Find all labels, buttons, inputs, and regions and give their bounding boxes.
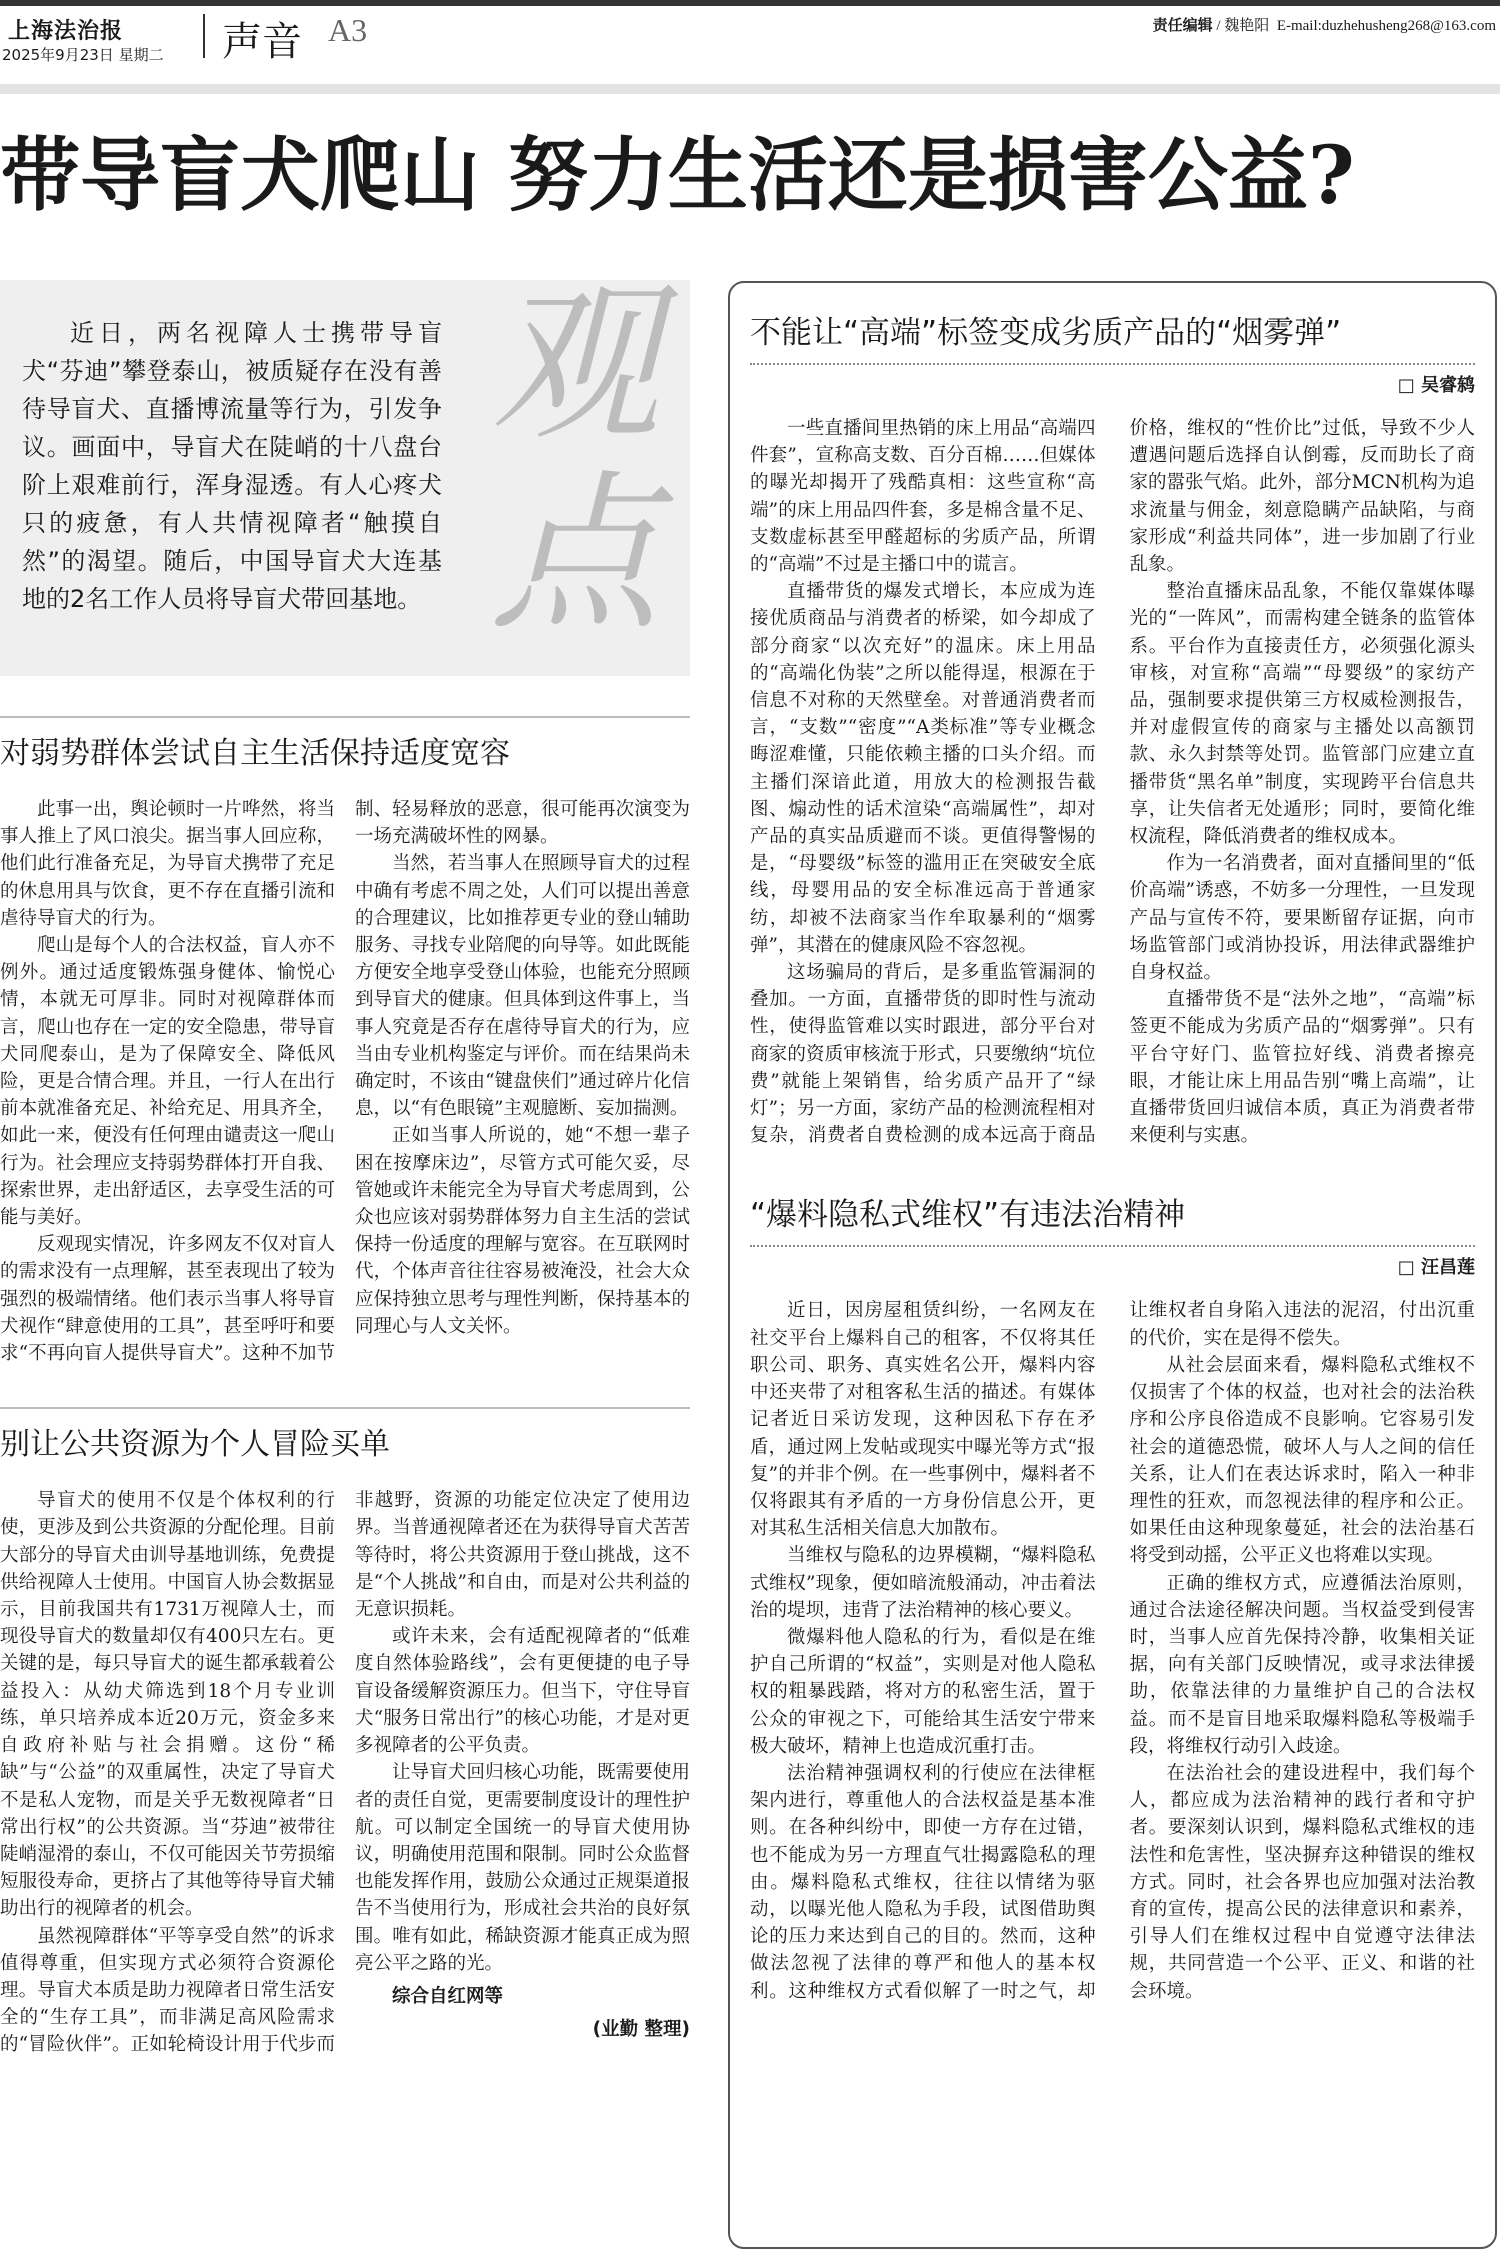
paragraph: 法治精神强调权利的行使应在法律框架内进行，尊重他人的合法权益是基本准则。在各种纠纷中，即使一方存在过错，也不能成为另一方理直气壮揭露隐私的理由。爆料隐私式维权，往往以情绪为驱动，以曝光他人隐私为手段，试图借助舆论的压力来达到自己的目的。然而，这种做法忽视了法律的尊严和他人的基本权利。这种维权方式看似解了一时之气，却让维权者自身陷入违法的泥沼，付出沉重的代价，实在是得不偿失。 <box>750 1300 1475 2002</box>
page-number: A3 <box>328 12 368 48</box>
issue-date: 2025年9月23日 星期二 <box>2 46 164 64</box>
editor-info <box>1153 14 1496 35</box>
editor-label: 责任编辑 <box>1152 16 1213 34</box>
article-title: 对弱势群体尝试自主生活保持适度宽容 <box>0 736 510 771</box>
editor-email: E-mail:duzhehusheng268@163.com <box>1276 18 1496 34</box>
section-name: 声音 <box>222 19 302 65</box>
article-source: 综合自红网等 <box>392 1985 504 2007</box>
paragraph: 这场骗局的背后，是多重监管漏洞的叠加。一方面，直播带货的即时性与流动性，使得监管难以实时跟进，部分平台对商家的资质审核流于形式，只要缴纳“坑位费”就能上架销售，给劣质产品开了“绿灯”；另一方面，家纺产品的检测流程相对复杂，消费者自费检测的成本远高于商品价格，维权的“性价比”过低，导致不少人遭遇问题后选择自认倒霉，反而助长了商家的嚣张气焰。此外，部分MCN机构为追求流量与佣金，刻意隐瞒产品缺陷，与商家形成“利益共同体”，进一步加剧了行业乱象。 <box>750 418 1475 1147</box>
masthead-divider <box>203 14 205 58</box>
intro-text: 近日，两名视障人士携带导盲犬“芬迪”攀登泰山，被质疑存在没有善待导盲犬、直播博流量等行为，引发争议。画面中，导盲犬在陡峭的十八盘台阶上艰难前行，浑身湿透。有人心疼犬只的疲惫，有人共情视障者“触摸自然”的渴望。随后，中国导盲犬大连基地的2名工作人员将导盲犬带回基地。 <box>22 319 442 613</box>
paragraph: 在法治社会的建设进程中，我们每个人，都应成为法治精神的践行者和守护者。要深刻认识到，爆料隐私式维权的违法性和危害性，坚决摒弃这种错误的维权方式。同时，社会各界也应加强对法治教育的宣传，提高公民的法律意识和素养，引导人们在维权过程中自觉遵守法律法规，共同营造一个公平、正义、和谐的社会环境。 <box>1129 1762 1475 2002</box>
paragraph: 从社会层面来看，爆料隐私式维权不仅损害了个体的权益，也对社会的法治秩序和公序良俗造成不良影响。它容易引发社会的道德恐慌，破坏人与人之间的信任关系，让人们在表达诉求时，陷入一种非理性的狂欢，而忽视法律的程序和公正。如果任由这种现象蔓延，社会的法治基石将受到动摇，公平正义也将难以实现。 <box>1129 1354 1475 1567</box>
article-title: 不能让“高端”标签变成劣质产品的“烟雾弹” <box>750 315 1342 351</box>
paragraph: 作为一名消费者，面对直播间里的“低价高端”诱惑，不妨多一分理性，一旦发现产品与宣传不符，要果断留存证据，向市场监管部门或消协投诉，用法律武器维护自身权益。 <box>1129 853 1475 984</box>
paragraph: 让导盲犬回归核心功能，既需要使用者的责任自觉，更需要制度设计的理性护航。可以制定全国统一的导盲犬使用协议，明确使用范围和限制。同时公众监督也能发挥作用，鼓励公众通过正规渠道报告不当使用行为，形成社会共治的良好氛围。唯有如此，稀缺资源才能真正成为照亮公平之路的光。 <box>355 1762 690 1974</box>
article-body <box>750 415 1475 1149</box>
article-compiler: (业勤 整理) <box>592 2019 690 2041</box>
left-column <box>0 716 690 2059</box>
paragraph: 一些直播间里热销的床上用品“高端四件套”，宣称高支数、百分百棉……但媒体的曝光却揭开了残酷真相：这些宣称“高端”的床上用品四件套，多是棉含量不足、支数虚标甚至甲醛超标的劣质产品，所谓的“高端”不过是主播口中的谎言。 <box>750 418 1096 576</box>
paragraph: 爬山是每个人的合法权益，盲人亦不例外。通过适度锻炼强身健体、愉悦心情，本就无可厚非。同时对视障群体而言，爬山也存在一定的安全隐患，带导盲犬同爬泰山，是为了保障安全、降低风险，更是合情合理。并且，一行人在出行前本就准备充足、补给充足、用具齐全，如此一来，便没有任何理由谴责这一爬山行为。社会理应支持弱势群体打开自我、探索世界，走出舒适区，去享受生活的可能与美好。 <box>0 935 335 1229</box>
paragraph: 整治直播床品乱象，不能仅靠媒体曝光的“一阵风”，而需构建全链条的监管体系。平台作为直接责任方，必须强化源头审核，对宣称“高端”“母婴级”的家纺产品，强制要求提供第三方权威检测报告，并对虚假宣传的商家与主播处以高额罚款、永久封禁等处罚。监管部门应建立直播带货“黑名单”制度，实现跨平台信息共享，让失信者无处遁形；同时，要简化维权流程，降低消费者的维权成本。 <box>1129 581 1475 848</box>
article-body <box>750 1297 1475 2004</box>
paragraph: 当维权与隐私的边界模糊，“爆料隐私式维权”现象，便如暗流般涌动，冲击着法治的堤坝，违背了法治精神的核心要义。 <box>750 1545 1096 1621</box>
top-rule <box>0 0 1500 6</box>
article-body <box>0 796 690 1367</box>
divider <box>0 716 690 718</box>
column-label-calligraphy: 观点 <box>489 266 660 654</box>
intro-box <box>0 266 690 676</box>
newspaper-logo: 上海法治报 <box>8 18 124 44</box>
article-author: □ 汪昌莲 <box>1397 1257 1475 1279</box>
paragraph: 反观现实情况，许多网友不仅对盲人的需求没有一点理解，甚至表现出了较为强烈的极端情绪。他们表示当事人将导盲犬视作“肆意使用的工具”，甚至呼吁和要求“不再向盲人提供导盲犬”。这种不加节制、轻易释放的恶意，很可能再次演变为一场充满破坏性的网暴。 <box>0 799 690 1365</box>
paragraph: 虽然视障群体“平等享受自然”的诉求值得尊重，但实现方式必须符合资源伦理。导盲犬本质是助力视障者日常生活安全的“生存工具”，而非满足高风险需求的“冒险伙伴”。正如轮椅设计用于代步而非越野，资源的功能定位决定了使用边界。当普通视障者还在为获得导盲犬苦苦等待时，将公共资源用于登山挑战，这不是“个人挑战”和自由，而是对公共利益的无意识损耗。 <box>0 1490 690 2056</box>
commentary-box <box>728 281 1497 2249</box>
article-body <box>0 1487 690 2058</box>
paragraph: 正如当事人所说的，她“不想一辈子困在按摩床边”，尽管方式可能欠妥，尽管她或许未能完全为导盲犬考虑周到，公众也应该对弱势群体努力自主生活的尝试保持一份适度的理解与宽容。在互联网时代，个体声音往往容易被淹没，社会大众应保持独立思考与理性判断，保持基本的同理心与人文关怀。 <box>355 1125 690 1337</box>
paragraph: 或许未来，会有适配视障者的“低难度自然体验路线”，会有更便捷的电子导盲设备缓解资源压力。但当下，守住导盲犬“服务日常出行”的核心功能，才是对更多视障者的公平负责。 <box>355 1626 690 1757</box>
paragraph: 微爆料他人隐私的行为，看似是在维护自己所谓的“权益”，实则是对他人隐私权的粗暴践踏，将对方的私密生活，置于公众的审视之下，可能给其生活安宁带来极大破坏，精神上也造成沉重打击。 <box>750 1626 1096 1757</box>
article-title: 别让公共资源为个人冒险买单 <box>0 1427 390 1463</box>
paragraph: 正确的维权方式，应遵循法治原则，通过合法途径解决问题。当权益受到侵害时，当事人应首先保持冷静，收集相关证据，向有关部门反映情况，或寻求法律援助，依靠法律的力量维护自己的合法权益。而不是盲目地采取爆料隐私等极端手段，将维权行动引入歧途。 <box>1129 1572 1475 1757</box>
paragraph: 导盲犬的使用不仅是个体权利的行使，更涉及到公共资源的分配伦理。目前大部分的导盲犬由训导基地训练，免费提供给视障人士使用。中国盲人协会数据显示，目前我国共有1731万视障人士，而现役导盲犬的数量却仅有400只左右。更关键的是，每只导盲犬的诞生都承载着公益投入：从幼犬筛选到18个月专业训练，单只培养成本近20万元，资金多来自政府补贴与社会捐赠。这份“稀缺”与“公益”的双重属性，决定了导盲犬不是私人宠物，而是关乎无数视障者“日常出行权”的公共资源。当“芬迪”被带往陡峭湿滑的泰山，不仅可能因关节劳损缩短服役寿命，更挤占了其他等待导盲犬辅助出行的视障者的机会。 <box>0 1490 335 1920</box>
editor-name: / 魏艳阳 <box>1212 18 1270 34</box>
paragraph: 近日，因房屋租赁纠纷，一名网友在社交平台上爆料自己的租客，不仅将其任职公司、职务、真实姓名公开，爆料内容中还夹带了对租客私生活的描述。有媒体记者近日采访发现，这种因私下存在矛盾，通过网上发帖或现实中曝光等方式“报复”的并非个例。在一些事例中，爆料者不仅将跟其有矛盾的一方身份信息公开，更对其私生活相关信息大加散布。 <box>750 1300 1096 1540</box>
paragraph: 直播带货不是“法外之地”，“高端”标签更不能成为劣质产品的“烟雾弹”。只有平台守好门、监管拉好线、消费者擦亮眼，才能让床上用品告别“嘴上高端”，让直播带货回归诚信本质，真正为消费者带来便利与实惠。 <box>1129 989 1475 1147</box>
article-author: □ 吴睿鸫 <box>1397 375 1475 396</box>
paragraph: 直播带货的爆发式增长，本应成为连接优质商品与消费者的桥梁，如今却成了部分商家“以次充好”的温床。床上用品的“高端化伪装”之所以能得逞，根源在于信息不对称的天然壁垒。对普通消费者而言，“支数”“密度”“A类标准”等专业概念晦涩难懂，只能依赖主播的口头介绍。而主播们深谙此道，用放大的检测报告截图、煽动性的话术渲染“高端属性”，却对产品的真实品质避而不谈。更值得警惕的是，“母婴级”标签的滥用正在突破安全底线，母婴用品的安全标准远高于普通家纺，却被不法商家当作牟取暴利的“烟雾弹”，其潜在的健康风险不容忽视。 <box>750 581 1096 956</box>
byline-row <box>750 1245 1475 1279</box>
article-title: “爆料隐私式维权”有违法治精神 <box>750 1197 1186 1234</box>
page-headline: 带导盲犬爬山 努力生活还是损害公益? <box>0 128 1355 222</box>
byline-row <box>750 363 1475 397</box>
paragraph: 当然，若当事人在照顾导盲犬的过程中确有考虑不周之处，人们可以提出善意的合理建议，比如推荐更专业的登山辅助服务、寻找专业陪爬的向导等。如此既能方便安全地享受登山体验，也能充分照顾到导盲犬的健康。但具体到这件事上，当事人究竟是否存在虐待导盲犬的行为，应当由专业机构鉴定与评价。而在结果尚未确定时，不该由“键盘侠们”通过碎片化信息，以“有色眼镜”主观臆断、妄加揣测。 <box>355 853 690 1120</box>
paragraph: 此事一出，舆论顿时一片哗然，将当事人推上了风口浪尖。据当事人回应称，他们此行准备充足，为导盲犬携带了充足的休息用具与饮食，更不存在直播引流和虐待导盲犬的行为。 <box>0 799 335 929</box>
divider <box>0 1407 690 1409</box>
header-band <box>0 84 1500 94</box>
